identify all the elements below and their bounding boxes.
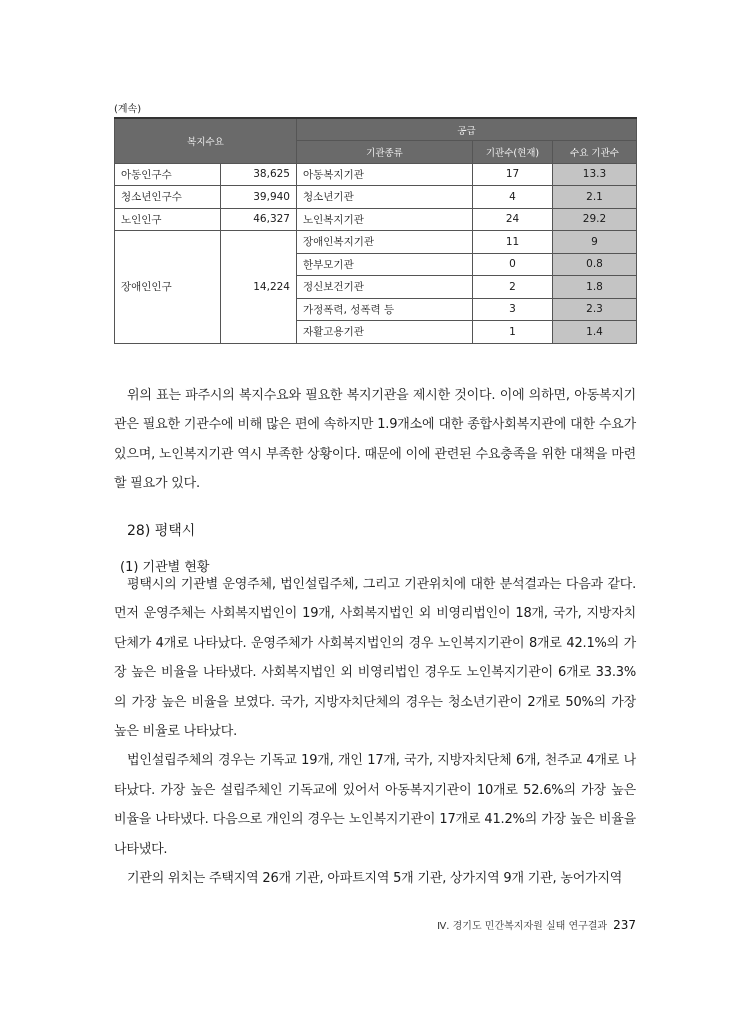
inst-type: 노인복지기관 <box>297 208 473 231</box>
demand-count: 0.8 <box>553 253 637 276</box>
pop-value: 38,625 <box>221 163 297 186</box>
inst-type: 정신보건기관 <box>297 276 473 299</box>
header-demand: 복지수요 <box>115 118 297 163</box>
inst-count: 24 <box>473 208 553 231</box>
pop-label: 청소년인구수 <box>115 186 221 209</box>
demand-count: 29.2 <box>553 208 637 231</box>
continued-label: (계속) <box>114 104 142 115</box>
pop-label: 장애인인구 <box>115 231 221 344</box>
section-title: 28) 평택시 <box>127 523 196 539</box>
header-inst-count: 기관수(현재) <box>473 141 553 164</box>
paragraph-paju-summary <box>114 381 636 499</box>
pop-value: 46,327 <box>221 208 297 231</box>
table-row <box>115 208 637 231</box>
inst-type: 한부모기관 <box>297 253 473 276</box>
table-row <box>115 163 637 186</box>
table-row <box>115 231 637 254</box>
inst-count: 4 <box>473 186 553 209</box>
welfare-demand-table <box>114 117 637 344</box>
table-row <box>115 186 637 209</box>
pop-label: 아동인구수 <box>115 163 221 186</box>
header-demand-count: 수요 기관수 <box>553 141 637 164</box>
demand-count: 2.3 <box>553 298 637 321</box>
inst-type: 자활고용기관 <box>297 321 473 344</box>
inst-count: 3 <box>473 298 553 321</box>
page-number: 237 <box>613 918 636 932</box>
pop-value: 14,224 <box>221 231 297 344</box>
inst-count: 11 <box>473 231 553 254</box>
inst-type: 가정폭력, 성폭력 등 <box>297 298 473 321</box>
demand-count: 13.3 <box>553 163 637 186</box>
demand-count: 1.4 <box>553 321 637 344</box>
header-supply: 공급 <box>297 118 637 141</box>
paragraph-1: 위의 표는 파주시의 복지수요와 필요한 복지기관을 제시한 것이다. 이에 의하면, 아동복지기관은 필요한 기관수에 비해 많은 편에 속하지만 1.9개소에 대한 종합사회복지관에 대한 수요가 있으며, 노인복지기관 역시 부족한 상황이다. 때문에 이에 관련된 수요충족을 위한 대책을 마련할 필요가 있다. <box>114 388 636 492</box>
subsection-title: (1) 기관별 현황 <box>120 560 210 575</box>
footer-chapter: Ⅳ. 경기도 민간복지자원 실태 연구결과 <box>437 921 608 932</box>
inst-count: 0 <box>473 253 553 276</box>
paragraph-3: 법인설립주체의 경우는 기독교 19개, 개인 17개, 국가, 지방자치단체 6개, 천주교 4개로 나타났다. 가장 높은 설립주체인 기독교에 있어서 아동복지기관이 10개로 52.6%의 가장 높은 비율을 나타냈다. 다음으로 개인의 경우는 노인복지기관이 17개로 41.2%의 가장 높은 비율을 나타냈다. <box>114 753 636 857</box>
demand-count: 2.1 <box>553 186 637 209</box>
demand-count: 1.8 <box>553 276 637 299</box>
inst-type: 청소년기관 <box>297 186 473 209</box>
pop-label: 노인인구 <box>115 208 221 231</box>
page-footer <box>437 917 636 932</box>
header-inst-type: 기관종류 <box>297 141 473 164</box>
paragraph-4: 기관의 위치는 주택지역 26개 기관, 아파트지역 5개 기관, 상가지역 9개 기관, 농어가지역 <box>127 871 623 887</box>
pop-value: 39,940 <box>221 186 297 209</box>
inst-count: 2 <box>473 276 553 299</box>
inst-type: 아동복지기관 <box>297 163 473 186</box>
inst-count: 17 <box>473 163 553 186</box>
paragraph-2: 평택시의 기관별 운영주체, 법인설립주체, 그리고 기관위치에 대한 분석결과는 다음과 같다. 먼저 운영주체는 사회복지법인이 19개, 사회복지법인 외 비영리법인이 18개, 국가, 지방자치단체가 4개로 나타났다. 운영주체가 사회복지법인의 경우 노인복지기관이 8개로 42.1%의 가장 높은 비율을 나타냈다. 사회복지법인 외 비영리법인 경우도 노인복지기관이 6개로 33.3%의 가장 높은 비율을 보였다. 국가, 지방자치단체의 경우는 청소년기관이 2개로 50%의 가장 높은 비율로 나타났다. <box>114 577 636 740</box>
demand-count: 9 <box>553 231 637 254</box>
inst-count: 1 <box>473 321 553 344</box>
pyeongtaek-body <box>114 570 636 893</box>
inst-type: 장애인복지기관 <box>297 231 473 254</box>
